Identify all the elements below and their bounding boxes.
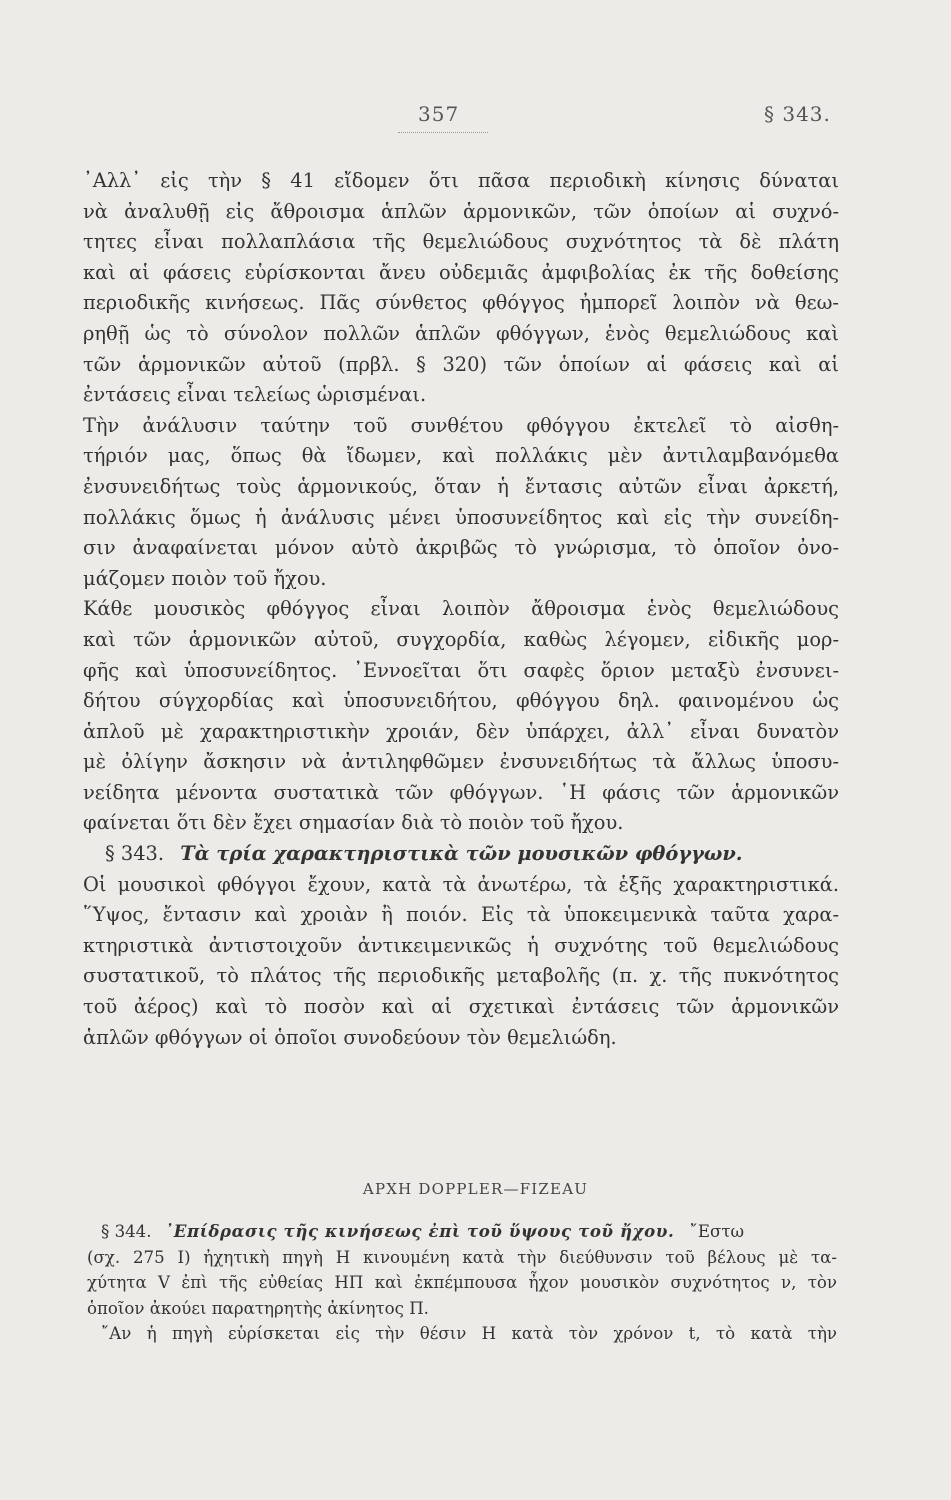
text-line: καὶ τῶν ἁρμονικῶν αὐτοῦ, συγχορδία, καθὼς λέγομεν, εἰδικῆς μορ- xyxy=(83,627,839,651)
section-344-number: § 344. xyxy=(101,1222,152,1241)
section-343-heading xyxy=(83,839,839,870)
text-line: δήτου σύγχορδίας καὶ ὑποσυνειδήτου, φθόγγου δηλ. φαινομένου ὡς xyxy=(83,689,839,713)
text-line: φῆς καὶ ὑποσυνείδητος. ᾿Εννοεῖται ὅτι σαφὲς ὅριον μεταξὺ ἐνσυνει- xyxy=(83,658,839,682)
running-header xyxy=(0,102,951,132)
header-rule xyxy=(398,132,488,133)
text-line: τήριόν μας, ὅπως θὰ ἴδωμεν, καὶ πολλάκις μὲν ἀντιλαμβανόμεθα xyxy=(83,444,839,468)
section-344-heading xyxy=(87,1219,837,1245)
text-line: ᾿Αλλ᾿ εἰς τὴν § 41 εἴδομεν ὅτι πᾶσα περιοδικὴ κίνησις δύναται xyxy=(83,169,839,192)
subheading-doppler-fizeau: ΑΡΧΗ DOPPLER—FIZEAU xyxy=(362,1180,589,1198)
section-344 xyxy=(87,1219,837,1347)
main-text xyxy=(83,166,839,1053)
text-line: ῞Υψος, ἔντασιν καὶ χροιὰν ἢ ποιόν. Εἰς τὰ ὑποκειμενικὰ ταῦτα χαρα- xyxy=(83,903,839,927)
text-line: συστατικοῦ, τὸ πλάτος τῆς περιοδικῆς μεταβολῆς (π. χ. τῆς πυκνότητος xyxy=(83,964,839,988)
text-line: τῶν ἁρμονικῶν αὐτοῦ (πρβλ. § 320) τῶν ὁποίων αἱ φάσεις καὶ αἱ xyxy=(83,352,839,376)
text-line: κτηριστικὰ ἀντιστοιχοῦν ἀντικειμενικῶς ἡ συχνότης τοῦ θεμελιώδους xyxy=(83,933,839,957)
page-number: 357 xyxy=(418,102,460,126)
text-line: ἁπλοῦ μὲ χαρακτηριστικὴν χροιάν, δὲν ὑπάρχει, ἀλλ᾿ εἶναι δυνατὸν xyxy=(83,719,839,743)
text-line: Τὴν ἀνάλυσιν ταύτην τοῦ συνθέτου φθόγγου ἐκτελεῖ τὸ αἰσθη- xyxy=(83,413,839,437)
text-line: νείδητα μένοντα συστατικὰ τῶν φθόγγων. ῾Η φάσις τῶν ἁρμονικῶν xyxy=(83,780,839,804)
header-section-ref: § 343. xyxy=(764,102,831,126)
text-line: πολλάκις ὅμως ἡ ἀνάλυσις μένει ὑποσυνείδητος καὶ εἰς τὴν συνείδη- xyxy=(83,505,839,529)
text-line: καὶ αἱ φάσεις εὑρίσκονται ἄνευ οὐδεμιᾶς ἀμφιβολίας ἐκ τῆς δοθείσης xyxy=(83,260,839,284)
section-344-title: ᾿Επίδρασις τῆς κινήσεως ἐπὶ τοῦ ὕψους τοῦ ἤχου. xyxy=(164,1221,675,1241)
text-line: ἐνσυνειδήτως τοὺς ἁρμονικούς, ὅταν ἡ ἔντασις αὐτῶν εἶναι ἀρκετή, xyxy=(83,474,839,498)
text-line: ῎Αν ἡ πηγὴ εὑρίσκεται εἰς τὴν θέσιν Η κατὰ τὸν χρόνον t, τὸ κατὰ τὴν xyxy=(101,1324,837,1344)
text-line: ρηθῇ ὡς τὸ σύνολον πολλῶν ἁπλῶν φθόγγων, ἑνὸς θεμελιώδους καὶ xyxy=(83,321,839,345)
text-line: σιν ἀναφαίνεται μόνον αὐτὸ ἀκριβῶς τὸ γνώρισμα, τὸ ὁποῖον ὀνο- xyxy=(83,536,839,560)
text-line: Κάθε μουσικὸς φθόγγος εἶναι λοιπὸν ἄθροισμα ἑνὸς θεμελιώδους xyxy=(83,597,839,621)
text-line: μάζομεν ποιὸν τοῦ ἤχου. xyxy=(83,566,327,590)
text-line: χύτητα V ἐπὶ τῆς εὐθείας ΗΠ καὶ ἐκπέμπουσα ἦχον μουσικὸν συχνότητος ν, τὸν xyxy=(87,1273,837,1293)
text-line: ἁπλῶν φθόγγων οἱ ὁποῖοι συνοδεύουν τὸν θεμελιώδη. xyxy=(83,1025,617,1049)
text-line: Οἱ μουσικοὶ φθόγγοι ἔχουν, κατὰ τὰ ἀνωτέρω, τὰ ἑξῆς χαρακτηριστικά. xyxy=(83,872,839,896)
text-line: περιοδικῆς κινήσεως. Πᾶς σύνθετος φθόγγος ἠμπορεῖ λοιπὸν νὰ θεω- xyxy=(83,291,839,315)
text-line: νὰ ἀναλυθῇ εἰς ἄθροισμα ἁπλῶν ἁρμονικῶν, τῶν ὁποίων αἱ συχνό- xyxy=(83,199,839,223)
text-line: τοῦ ἀέρος) καὶ τὸ ποσὸν καὶ αἱ σχετικαὶ ἐντάσεις τῶν ἁρμονικῶν xyxy=(83,995,839,1019)
text-line: μὲ ὀλίγην ἄσκησιν νὰ ἀντιληφθῶμεν ἐνσυνειδήτως τὰ ἄλλως ὑποσυ- xyxy=(83,750,839,774)
text-line: φαίνεται ὅτι δὲν ἔχει σημασίαν διὰ τὸ ποιὸν τοῦ ἤχου. xyxy=(83,811,624,835)
section-344-after-title: ῎Εστω xyxy=(689,1222,745,1241)
text-line: (σχ. 275 Ι) ἠχητικὴ πηγὴ Η κινουμένη κατὰ τὴν διεύθυνσιν τοῦ βέλους μὲ τα- xyxy=(87,1247,837,1267)
section-343-title: Τὰ τρία χαρακτηριστικὰ τῶν μουσικῶν φθόγγων. xyxy=(180,842,743,866)
text-line: ὁποῖον ἀκούει παρατηρητὴς ἀκίνητος Π. xyxy=(87,1298,429,1318)
text-line: ἐντάσεις εἶναι τελείως ὡρισμέναι. xyxy=(83,383,427,407)
section-343-number: § 343. xyxy=(105,842,165,866)
text-line: τητες εἶναι πολλαπλάσια τῆς θεμελιώδους συχνότητος τὰ δὲ πλάτη xyxy=(83,230,839,254)
